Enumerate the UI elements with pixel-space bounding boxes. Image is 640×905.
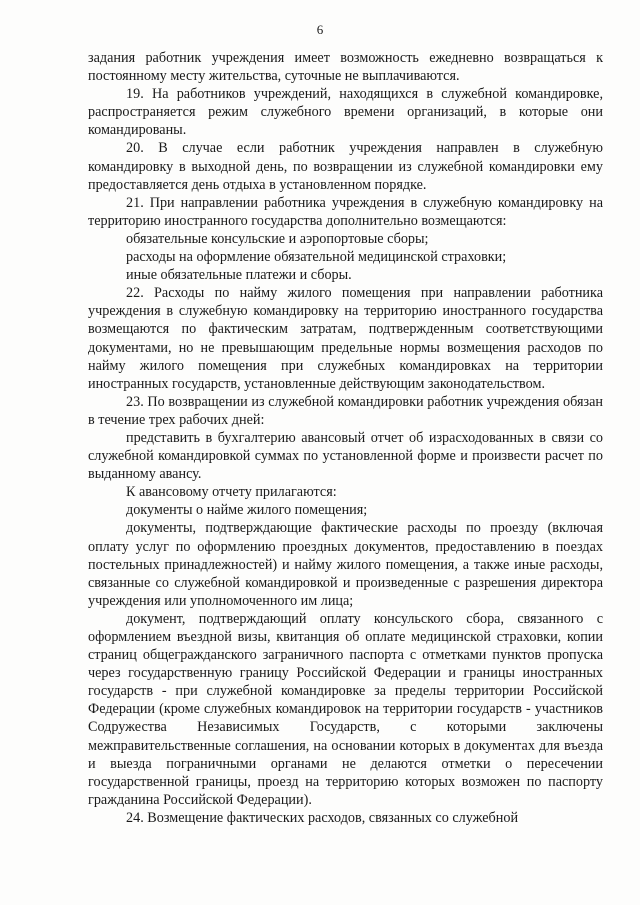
paragraph: задания работник учреждения имеет возможность ежедневно возвращаться к постоянному месту жительства, суточные не выплачиваются. [88, 50, 603, 85]
paragraph: 22. Расходы по найму жилого помещения при направлении работника учреждения в служебную командировку на территорию иностранного государства возмещаются по фактическим затратам, подтвержденным соответствующими документами, но не превышающим предельные нормы возмещения расходов по найму жилого помещения при служебных командировках на территории иностранных государств, установленные действующим законодательством. [88, 285, 603, 392]
paragraph: расходы на оформление обязательной медицинской страховки; [126, 249, 507, 266]
paragraph: иные обязательные платежи и сборы. [126, 267, 352, 284]
document-body [88, 49, 603, 827]
paragraph: документы о найме жилого помещения; [126, 502, 368, 519]
paragraph: 24. Возмещение фактических расходов, связанных со служебной [126, 809, 519, 826]
paragraph: 21. При направлении работника учреждения в служебную командировку на территорию иностранного государства дополнительно возмещаются: [88, 194, 603, 229]
paragraph: 19. На работников учреждений, находящихся в служебной командировке, распространяется режим служебного времени организаций, в которые они командированы. [88, 86, 603, 139]
page-number: 6 [316, 22, 324, 37]
paragraph: 23. По возвращении из служебной командировки работник учреждения обязан в течение трех рабочих дней: [88, 393, 603, 428]
paragraph: документ, подтверждающий оплату консульского сбора, связанного с оформлением въездной визы, квитанция об оплате медицинской страховки, копии страниц общегражданского заграничного паспорта с отметками пунктов пропуска через государственную границу Российской Федерации и границы иностранных государств - при служебной командировке за пределы территории Российской Федерации (кроме служебных командировок на территории государств - участников Содружества Независимых Государств, с которыми заключены межправительственные соглашения, на основании которых в документах для въезда и выезда пограничными органами не делаются отметки о пересечении государственной границы, проезд на территорию которых возможен по паспорту гражданина Российской Федерации). [88, 610, 603, 808]
paragraph: обязательные консульские и аэропортовые сборы; [126, 230, 429, 247]
paragraph: документы, подтверждающие фактические расходы по проезду (включая оплату услуг по оформлению проездных документов, предоставлению в поездах постельных принадлежностей) и найму жилого помещения, а также иные расходы, связанные со служебной командировкой и произведенные с разрешения директора учреждения или уполномоченного им лица; [88, 520, 603, 609]
paragraph: К авансовому отчету прилагаются: [126, 484, 337, 501]
paragraph: 20. В случае если работник учреждения направлен в служебную командировку в выходной день, по возвращении из служебной командировки ему предоставляется день отдыха в установленном порядке. [88, 140, 603, 193]
paragraph: представить в бухгалтерию авансовый отчет об израсходованных в связи со служебной командировкой суммах по установленной форме и произвести расчет по выданному авансу. [88, 429, 603, 483]
